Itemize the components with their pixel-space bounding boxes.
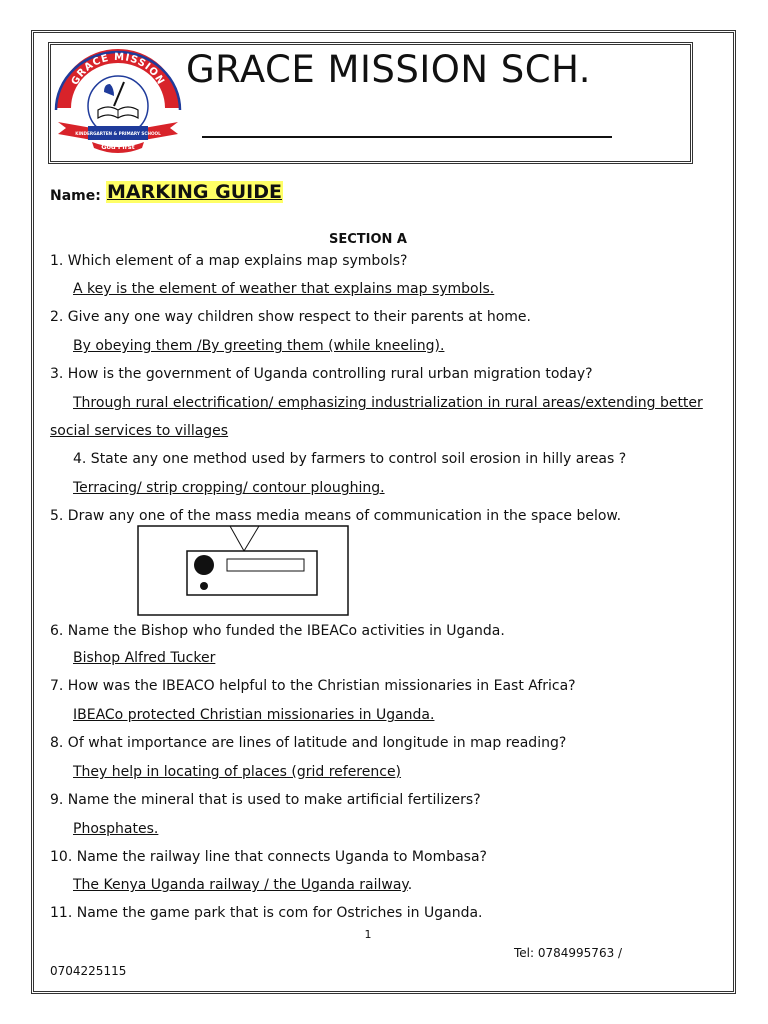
logo-top-text: GRACE MISSION	[69, 51, 167, 88]
question-1: 1. Which element of a map explains map symbols?	[50, 253, 408, 269]
logo-ribbon-text: KINDERGARTEN & PRIMARY SCHOOL	[75, 131, 161, 136]
question-8: 8. Of what importance are lines of latitude and longitude in map reading?	[50, 735, 567, 751]
answer-6: Bishop Alfred Tucker	[73, 650, 216, 666]
logo-motto: God First	[101, 143, 135, 151]
header-underline	[202, 136, 612, 138]
telephone-second: 0704225115	[50, 964, 127, 978]
question-5: 5. Draw any one of the mass media means of communication in the space below.	[50, 508, 622, 524]
answer-7: IBEACo protected Christian missionaries in Uganda.	[73, 707, 435, 723]
question-3: 3. How is the government of Uganda controlling rural urban migration today?	[50, 366, 593, 382]
question-11: 11. Name the game park that is com for Ostriches in Uganda.	[50, 905, 483, 921]
answer-10: The Kenya Uganda railway / the Uganda railway	[73, 877, 408, 893]
question-9: 9. Name the mineral that is used to make artificial fertilizers?	[50, 792, 481, 808]
page-number: 1	[364, 928, 372, 941]
school-name: GRACE MISSION SCH.	[186, 48, 592, 91]
question-10: 10. Name the railway line that connects Uganda to Mombasa?	[50, 849, 487, 865]
answer-3-line-1: Through rural electrification/ emphasizing industrialization in rural areas/extending better	[73, 395, 703, 411]
tv-drawing	[137, 525, 349, 616]
school-logo	[52, 48, 184, 154]
name-label: Name:	[50, 188, 101, 204]
question-2: 2. Give any one way children show respect to their parents at home.	[50, 309, 531, 325]
name-value: MARKING GUIDE	[107, 181, 282, 203]
answer-10-line	[73, 876, 412, 894]
answer-10-suffix: .	[407, 877, 413, 893]
answer-9: Phosphates.	[73, 821, 159, 837]
section-title: SECTION A	[328, 232, 407, 247]
answer-1: A key is the element of weather that explains map symbols.	[73, 281, 495, 297]
answer-4: Terracing/ strip cropping/ contour ploughing.	[73, 480, 385, 496]
question-4: 4. State any one method used by farmers to control soil erosion in hilly areas ?	[73, 451, 627, 467]
question-7: 7. How was the IBEACO helpful to the Christian missionaries in East Africa?	[50, 678, 576, 694]
answer-3-line-2: social services to villages	[50, 423, 229, 439]
question-6: 6. Name the Bishop who funded the IBEACo activities in Uganda.	[50, 623, 505, 639]
telephone-label: Tel: 0784995763 /	[514, 946, 623, 960]
answer-2: By obeying them /By greeting them (while kneeling).	[73, 338, 445, 354]
answer-8: They help in locating of places (grid reference)	[73, 764, 402, 780]
